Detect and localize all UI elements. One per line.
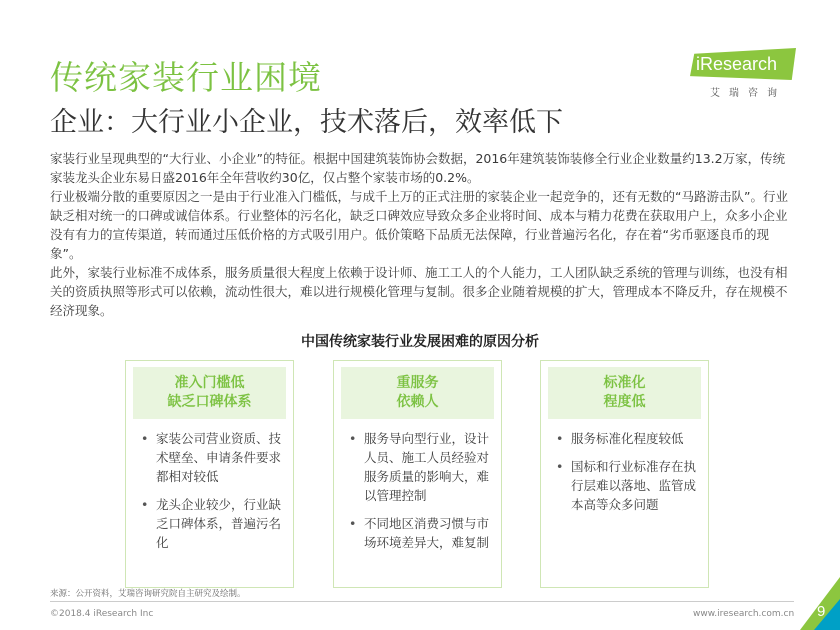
card-header-line: 重服务 bbox=[396, 375, 439, 391]
list-item: • 龙头企业较少，行业缺乏口碑体系，普遍污名化 bbox=[140, 495, 290, 552]
card-header bbox=[548, 367, 701, 419]
reason-card-entry-barrier bbox=[125, 360, 294, 588]
logo-text: iResearch bbox=[696, 54, 778, 74]
reason-card-service-reliance bbox=[333, 360, 502, 588]
page-title: 传统家装行业困境 bbox=[50, 58, 322, 97]
copyright: ©2018.4 iResearch Inc bbox=[50, 609, 154, 619]
section-title: 中国传统家装行业发展困难的原因分析 bbox=[301, 334, 539, 350]
paragraph: 此外，家装行业标准不成体系，服务质量很大程度上依赖于设计师、施工工人的个人能力，工人团队缺乏系统的管理与训练，也没有相关的资质执照等形式可以依赖，流动性很大，难以进行规模化管理与复制。很多企业随着规模的扩大，管理成本不降反升，存在规模不经济现象。 bbox=[50, 265, 788, 318]
website-link[interactable]: www.iresearch.com.cn bbox=[693, 609, 795, 619]
source-note: 来源：公开资料，艾瑞咨询研究院自主研究及绘制。 bbox=[50, 589, 246, 599]
card-header bbox=[133, 367, 286, 419]
card-header-line: 缺乏口碑体系 bbox=[167, 394, 252, 410]
card-bullet-list bbox=[348, 429, 498, 561]
card-header-line: 准入门槛低 bbox=[174, 375, 245, 391]
card-header-line: 依赖人 bbox=[396, 394, 439, 410]
footer-divider bbox=[50, 601, 794, 602]
list-item: • 服务标准化程度较低 bbox=[555, 429, 705, 448]
body-text bbox=[50, 149, 794, 320]
list-item: • 服务导向型行业，设计人员、施工人员经验对服务质量的影响大，难以管理控制 bbox=[348, 429, 498, 505]
reason-card-low-standardization bbox=[540, 360, 709, 588]
page-number: 9 bbox=[817, 603, 826, 620]
card-bullet-list bbox=[555, 429, 705, 523]
logo-subtext: 艾瑞咨询 bbox=[710, 88, 786, 99]
list-item: • 家装公司营业资质、技术壁垒、申请条件要求都相对较低 bbox=[140, 429, 290, 486]
card-bullet-list bbox=[140, 429, 290, 561]
list-item: • 国标和行业标准存在执行层难以落地、监管成本高等众多问题 bbox=[555, 457, 705, 514]
card-header bbox=[341, 367, 494, 419]
list-item: • 不同地区消费习惯与市场环境差异大，难复制 bbox=[348, 514, 498, 552]
card-header-line: 标准化 bbox=[603, 375, 646, 391]
card-header-line: 程度低 bbox=[603, 394, 646, 410]
paragraph: 行业极端分散的重要原因之一是由于行业准入门槛低，与成千上万的正式注册的家装企业一起竞争的，还有无数的“马路游击队”。行业缺乏相对统一的口碑或诚信体系。行业整体的污名化，缺乏口碑效应导致众多企业将时间、成本与精力花费在获取用户上，众多小企业没有有力的宣传渠道，转而通过压低价格的方式吸引用户。低价策略下品质无法保障，行业普遍污名化，存在着“劣币驱逐良币的现象”。 bbox=[50, 189, 788, 261]
iresearch-logo bbox=[690, 48, 800, 98]
paragraph: 家装行业呈现典型的“大行业、小企业”的特征。根据中国建筑装饰协会数据，2016年建筑装饰装修全行业企业数量约13.2万家，传统家装龙头企业东易日盛2016年全年营收约30亿，仅占整个家装市场的0.2%。 bbox=[50, 151, 786, 185]
page-subtitle: 企业：大行业小企业，技术落后，效率低下 bbox=[50, 107, 563, 138]
